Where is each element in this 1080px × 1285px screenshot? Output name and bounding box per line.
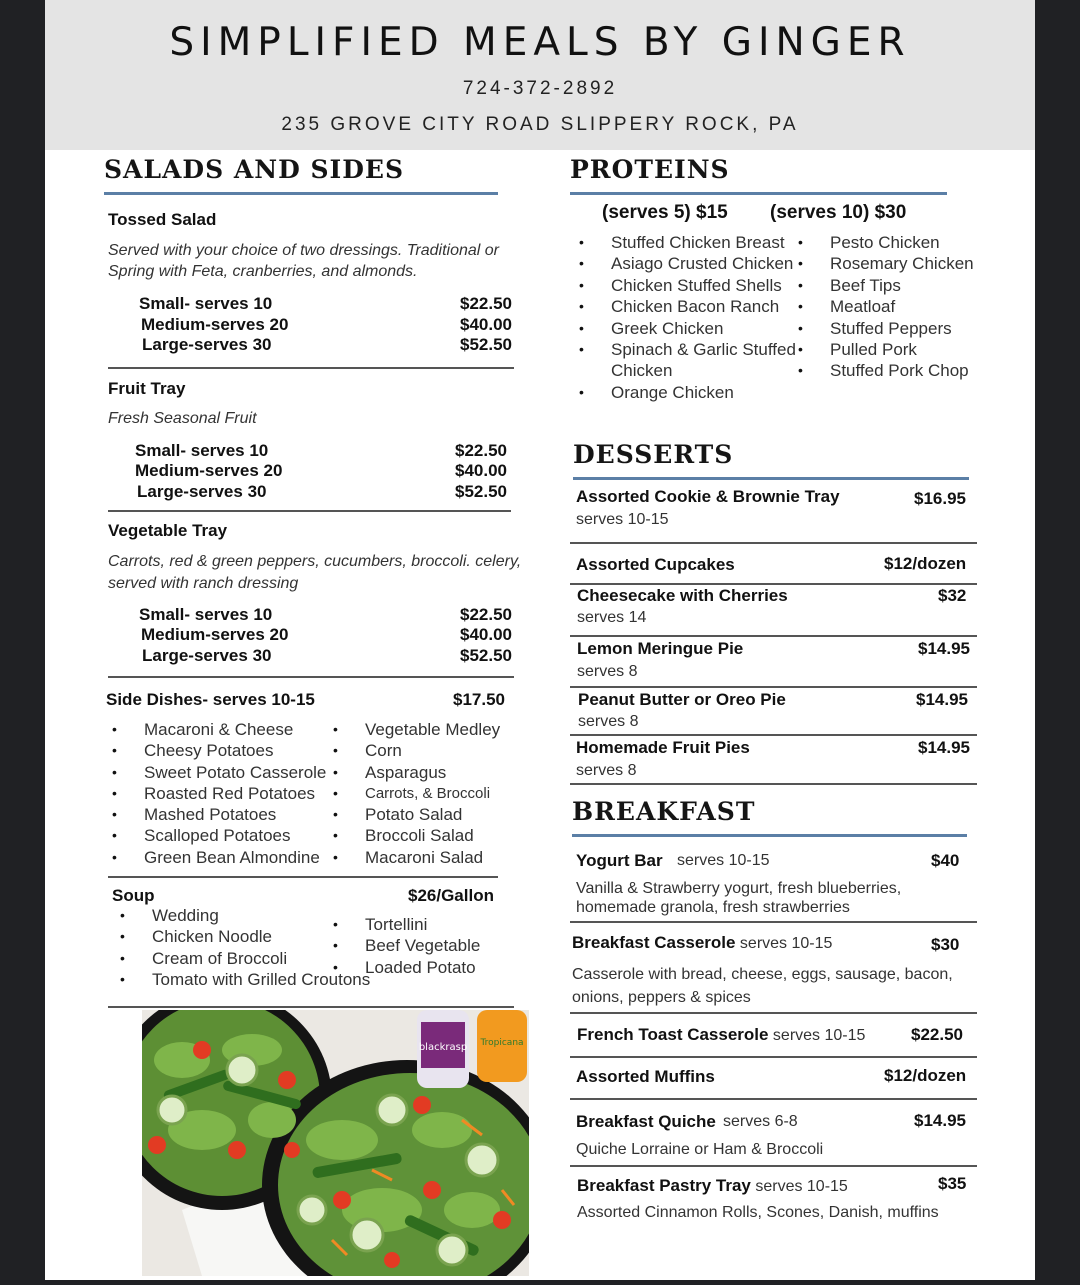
bottle-label-1: blackrasp xyxy=(418,1042,468,1053)
list-item: • Carrots, & Broccoli xyxy=(327,783,500,804)
soup-list-2 xyxy=(327,914,480,978)
proteins-list-2 xyxy=(792,232,974,382)
dessert-price: $14.95 xyxy=(918,639,970,658)
dessert-price: $32 xyxy=(938,586,967,605)
list-item: • Beef Vegetable xyxy=(327,935,480,956)
item-divider xyxy=(570,921,977,923)
yogurt-bar-desc-1: Vanilla & Strawberry yogurt, fresh blueberries, xyxy=(576,880,902,897)
item-divider xyxy=(108,510,511,512)
side-dishes-list-2 xyxy=(327,719,500,868)
list-item xyxy=(573,339,796,382)
item-divider xyxy=(570,1056,977,1058)
list-item: • Broccoli Salad xyxy=(327,825,500,846)
list-item-text: Spinach & Garlic Stuffed xyxy=(611,340,796,360)
menu-header xyxy=(45,0,1035,150)
dessert-serves: serves 8 xyxy=(576,762,637,779)
fruit-size-large: Large-serves 30 xyxy=(137,482,267,501)
dessert-name: Cheesecake with Cherries xyxy=(577,586,788,605)
tossed-price-medium: $40.00 xyxy=(460,315,512,334)
list-item: • Cream of Broccoli xyxy=(114,948,370,969)
item-divider xyxy=(108,1006,514,1008)
item-divider xyxy=(570,583,977,585)
proteins-serves-10: (serves 10) $30 xyxy=(770,202,907,223)
list-item: • Macaroni & Cheese xyxy=(106,719,326,740)
menu-page xyxy=(45,0,1035,1280)
french-toast-serves: serves 10-15 xyxy=(768,1027,866,1044)
section-divider xyxy=(573,477,969,480)
dessert-name: Assorted Cookie & Brownie Tray xyxy=(576,487,840,506)
breakfast-casserole-title: Breakfast Casserole xyxy=(572,933,736,952)
veg-size-large: Large-serves 30 xyxy=(142,646,272,665)
list-item: • Pulled Pork xyxy=(792,339,974,360)
list-item: • Stuffed Chicken Breast xyxy=(573,232,796,253)
pastry-tray-desc: Assorted Cinnamon Rolls, Scones, Danish, muffins xyxy=(577,1204,939,1221)
pastry-tray-title: Breakfast Pastry Tray xyxy=(577,1176,751,1195)
veg-size-medium: Medium-serves 20 xyxy=(141,625,289,644)
dessert-price: $14.95 xyxy=(916,690,968,709)
breakfast-heading: BREAKFAST xyxy=(572,797,756,826)
breakfast-casserole-desc-2: onions, peppers & spices xyxy=(572,989,751,1006)
fruit-size-medium: Medium-serves 20 xyxy=(135,461,283,480)
veg-size-small: Small- serves 10 xyxy=(139,605,273,624)
yogurt-bar-serves: serves 10-15 xyxy=(677,852,770,869)
item-divider xyxy=(570,542,977,544)
breakfast-casserole-line xyxy=(572,933,832,953)
list-item: • Greek Chicken xyxy=(573,318,796,339)
list-item: • Green Bean Almondine xyxy=(106,847,326,868)
list-item: • Corn xyxy=(327,740,500,761)
veg-price-medium: $40.00 xyxy=(460,625,512,644)
list-item: • Sweet Potato Casserole xyxy=(106,762,326,783)
soup-price: $26/Gallon xyxy=(408,886,494,905)
tossed-salad-desc-2: Spring with Feta, cranberries, and almonds. xyxy=(108,263,418,280)
list-item: • Tomato with Grilled Croutons xyxy=(114,969,370,990)
dessert-price: $16.95 xyxy=(914,489,966,508)
dessert-serves: serves 14 xyxy=(577,609,647,626)
breakfast-casserole-desc-1: Casserole with bread, cheese, eggs, sausage, bacon, xyxy=(572,966,953,983)
side-dishes-title: Side Dishes- serves 10-15 xyxy=(106,690,315,709)
list-item: • Wedding xyxy=(114,905,370,926)
tossed-price-small: $22.50 xyxy=(460,294,512,313)
list-item: • Macaroni Salad xyxy=(327,847,500,868)
list-item: • Loaded Potato xyxy=(327,957,480,978)
business-address: 235 GROVE CITY ROAD SLIPPERY ROCK, PA xyxy=(281,114,799,135)
proteins-serves-5: (serves 5) $15 xyxy=(602,202,728,223)
item-divider xyxy=(570,635,977,637)
tossed-price-large: $52.50 xyxy=(460,335,512,354)
salads-sides-heading: SALADS AND SIDES xyxy=(104,155,405,184)
yogurt-bar-title: Yogurt Bar xyxy=(576,851,663,870)
phone-number[interactable]: 724-372-2892 xyxy=(462,78,618,99)
item-divider xyxy=(570,1098,977,1100)
muffins-price: $12/dozen xyxy=(884,1066,967,1085)
list-item: • Asiago Crusted Chicken xyxy=(573,253,796,274)
tossed-size-large: Large-serves 30 xyxy=(142,335,272,354)
desserts-heading: DESSERTS xyxy=(573,440,734,469)
list-item: • Scalloped Potatoes xyxy=(106,825,326,846)
tossed-size-small: Small- serves 10 xyxy=(139,294,273,313)
yogurt-bar-desc-2: homemade granola, fresh strawberries xyxy=(576,899,850,916)
side-dishes-price: $17.50 xyxy=(453,690,505,709)
list-item: • Beef Tips xyxy=(792,275,974,296)
quiche-desc: Quiche Lorraine or Ham & Broccoli xyxy=(576,1141,824,1158)
tossed-size-medium: Medium-serves 20 xyxy=(141,315,289,334)
quiche-title: Breakfast Quiche xyxy=(576,1112,716,1131)
list-item: • Potato Salad xyxy=(327,804,500,825)
fruit-tray-title: Fruit Tray xyxy=(108,379,186,398)
yogurt-bar-price: $40 xyxy=(931,851,960,870)
dessert-price: $12/dozen xyxy=(884,554,967,573)
list-item: • Mashed Potatoes xyxy=(106,804,326,825)
soup-title: Soup xyxy=(112,886,155,905)
pastry-tray-serves: serves 10-15 xyxy=(750,1178,848,1195)
list-item: • Pesto Chicken xyxy=(792,232,974,253)
salad-photo xyxy=(142,1010,529,1276)
item-divider xyxy=(108,367,514,369)
dessert-serves: serves 8 xyxy=(577,663,638,680)
list-item: • Chicken Stuffed Shells xyxy=(573,275,796,296)
list-item: • Cheesy Potatoes xyxy=(106,740,326,761)
section-divider xyxy=(572,834,967,837)
list-item: • Roasted Red Potatoes xyxy=(106,783,326,804)
dessert-serves: serves 8 xyxy=(578,713,639,730)
proteins-list-1 xyxy=(573,232,796,403)
veg-price-small: $22.50 xyxy=(460,605,512,624)
item-divider xyxy=(570,1012,977,1014)
list-item: • Asparagus xyxy=(327,762,500,783)
list-item: • Chicken Bacon Ranch xyxy=(573,296,796,317)
bottle-label-2: Tropicana xyxy=(480,1038,524,1048)
list-item: • Stuffed Peppers xyxy=(792,318,974,339)
french-toast-title: French Toast Casserole xyxy=(577,1025,769,1044)
pastry-tray-line xyxy=(577,1176,848,1196)
dessert-name: Lemon Meringue Pie xyxy=(577,639,744,658)
proteins-heading: PROTEINS xyxy=(570,155,730,184)
dessert-price: $14.95 xyxy=(918,738,970,757)
list-item: • Rosemary Chicken xyxy=(792,253,974,274)
veg-price-large: $52.50 xyxy=(460,646,512,665)
vegetable-tray-title: Vegetable Tray xyxy=(108,521,228,540)
fruit-price-medium: $40.00 xyxy=(455,461,507,480)
dessert-serves: serves 10-15 xyxy=(576,511,669,528)
list-item: • Stuffed Pork Chop xyxy=(792,360,974,381)
list-item-wrap: Chicken xyxy=(611,361,673,381)
list-item: • Chicken Noodle xyxy=(114,926,370,947)
item-divider xyxy=(108,876,498,878)
french-toast-line xyxy=(577,1025,865,1045)
fruit-price-large: $52.50 xyxy=(455,482,507,501)
vegetable-tray-desc-2: served with ranch dressing xyxy=(108,575,299,592)
fruit-tray-desc: Fresh Seasonal Fruit xyxy=(108,410,257,427)
section-divider xyxy=(570,192,947,195)
fruit-size-small: Small- serves 10 xyxy=(135,441,269,460)
side-dishes-list-1 xyxy=(106,719,326,868)
item-divider xyxy=(570,783,977,785)
business-name: SIMPLIFIED MEALS BY GINGER xyxy=(169,20,911,65)
breakfast-casserole-price: $30 xyxy=(931,935,960,954)
list-item: • Tortellini xyxy=(327,914,480,935)
salad-illustration xyxy=(142,1010,529,1276)
list-item: • Orange Chicken xyxy=(573,382,796,403)
tossed-salad-desc-1: Served with your choice of two dressings. Traditional or xyxy=(108,242,499,259)
list-item: • Vegetable Medley xyxy=(327,719,500,740)
item-divider xyxy=(570,1165,977,1167)
tossed-salad-title: Tossed Salad xyxy=(108,210,217,229)
breakfast-casserole-serves: serves 10-15 xyxy=(735,935,833,952)
quiche-serves: serves 6-8 xyxy=(723,1113,798,1130)
pastry-tray-price: $35 xyxy=(938,1174,967,1193)
item-divider xyxy=(570,734,977,736)
french-toast-price: $22.50 xyxy=(911,1025,963,1044)
item-divider xyxy=(570,686,977,688)
vegetable-tray-desc-1: Carrots, red & green peppers, cucumbers, broccoli. celery, xyxy=(108,553,522,570)
section-divider xyxy=(104,192,498,195)
dessert-name: Homemade Fruit Pies xyxy=(576,738,750,757)
dessert-name: Peanut Butter or Oreo Pie xyxy=(578,690,786,709)
list-item: • Meatloaf xyxy=(792,296,974,317)
item-divider xyxy=(108,676,514,678)
fruit-price-small: $22.50 xyxy=(455,441,507,460)
quiche-price: $14.95 xyxy=(914,1111,966,1130)
muffins-title: Assorted Muffins xyxy=(576,1067,715,1086)
dessert-name: Assorted Cupcakes xyxy=(576,555,735,574)
